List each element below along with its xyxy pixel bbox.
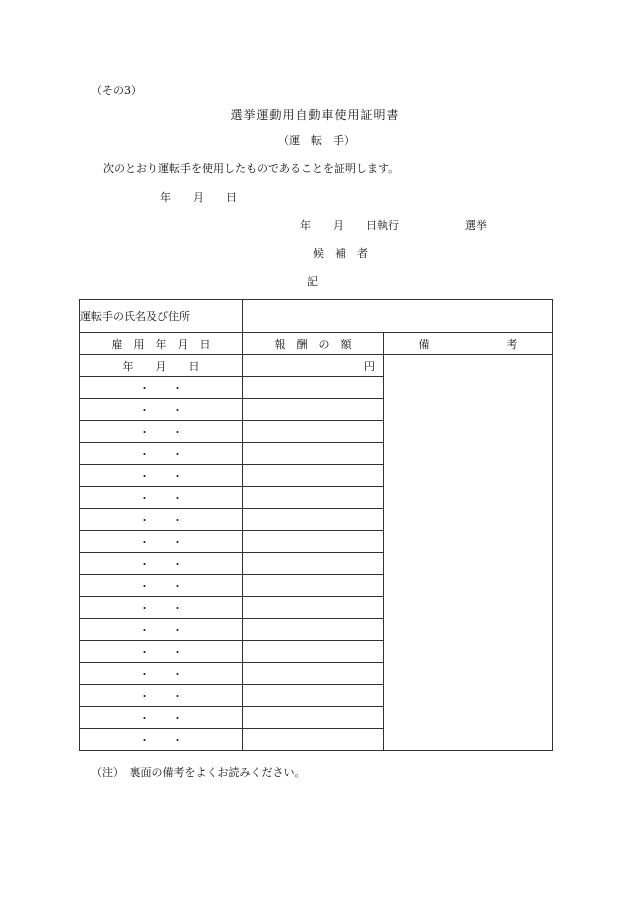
employment-date-cell[interactable]: ・ ・ [80,729,243,751]
employment-date-cell[interactable]: ・ ・ [80,421,243,443]
driver-name-input-cell[interactable] [243,300,553,333]
employment-date-cell[interactable]: ・ ・ [80,377,243,399]
payment-cell[interactable] [243,619,384,641]
payment-cell[interactable]: 円 [243,355,384,377]
driver-name-row [80,300,553,333]
payment-header: 報 酬 の 額 [243,333,384,355]
document-subtitle: （運 転 手） [278,134,355,147]
payment-cell[interactable] [243,487,384,509]
payment-cell[interactable] [243,597,384,619]
table-row [80,355,553,377]
footnote: （注） 裏面の備考をよくお読みください。 [91,766,306,779]
employment-date-cell[interactable]: ・ ・ [80,509,243,531]
employment-date-cell[interactable]: 年 月 日 [80,355,243,377]
payment-cell[interactable] [243,399,384,421]
payment-cell[interactable] [243,575,384,597]
employment-date-header: 雇 用 年 月 日 [80,333,243,355]
table-header-row [80,333,553,355]
payment-cell[interactable] [243,377,384,399]
election-date-field[interactable]: 年 月 日執行 選挙 [300,219,487,232]
employment-date-cell[interactable]: ・ ・ [80,597,243,619]
certification-statement: 次のとおり運転手を使用したものであることを証明します。 [103,162,400,175]
payment-cell[interactable] [243,707,384,729]
employment-date-cell[interactable]: ・ ・ [80,465,243,487]
candidate-field[interactable]: 候 補 者 [313,247,368,260]
employment-date-cell[interactable]: ・ ・ [80,553,243,575]
payment-cell[interactable] [243,729,384,751]
employment-date-cell[interactable]: ・ ・ [80,707,243,729]
payment-cell[interactable] [243,443,384,465]
record-mark: 記 [307,275,318,288]
employment-date-cell[interactable]: ・ ・ [80,685,243,707]
payment-cell[interactable] [243,553,384,575]
form-number: （その3） [91,84,142,97]
employment-date-cell[interactable]: ・ ・ [80,487,243,509]
document-title: 選挙運動用自動車使用証明書 [230,108,400,122]
issue-date-field[interactable]: 年 月 日 [160,191,237,204]
employment-date-cell[interactable]: ・ ・ [80,399,243,421]
payment-cell[interactable] [243,685,384,707]
employment-date-cell[interactable]: ・ ・ [80,575,243,597]
payment-cell[interactable] [243,465,384,487]
employment-date-cell[interactable]: ・ ・ [80,641,243,663]
payment-cell[interactable] [243,421,384,443]
driver-name-label: 運転手の氏名及び住所 [80,300,243,333]
driver-table [79,299,553,751]
employment-date-cell[interactable]: ・ ・ [80,531,243,553]
remarks-cell[interactable] [384,355,553,751]
employment-date-cell[interactable]: ・ ・ [80,443,243,465]
payment-cell[interactable] [243,531,384,553]
payment-cell[interactable] [243,509,384,531]
payment-cell[interactable] [243,663,384,685]
employment-date-cell[interactable]: ・ ・ [80,619,243,641]
payment-cell[interactable] [243,641,384,663]
remarks-header: 備 考 [384,333,553,355]
employment-date-cell[interactable]: ・ ・ [80,663,243,685]
